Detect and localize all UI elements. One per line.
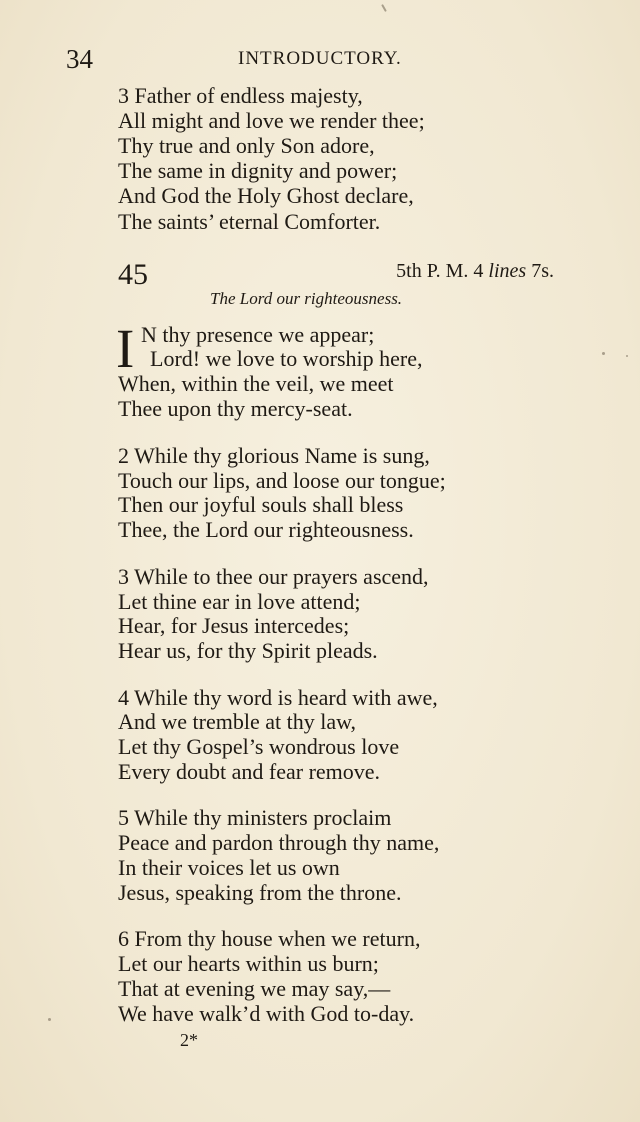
stanza-1-line: N thy presence we appear; xyxy=(141,322,375,347)
stanza-3-line: Hear, for Jesus intercedes; xyxy=(118,613,350,638)
stanza-4-line: 4 While thy word is heard with awe, xyxy=(118,685,438,710)
paper-speck xyxy=(48,1018,51,1021)
stanza-2-line: Touch our lips, and loose our tongue; xyxy=(118,468,446,493)
page-number: 34 xyxy=(66,44,93,74)
prev-hymn-line: All might and love we render thee; xyxy=(118,108,425,133)
prev-hymn-line: Thy true and only Son adore, xyxy=(118,133,375,158)
paper-speck xyxy=(381,4,387,12)
stanza-1-line: When, within the veil, we meet xyxy=(118,371,394,396)
hymn-title: The Lord our righteousness. xyxy=(210,289,403,308)
meter-prefix: 5th P. M. 4 xyxy=(396,260,484,282)
stanza-3-line: 3 While to thee our prayers ascend, xyxy=(118,564,429,589)
stanza-5-line: 5 While thy ministers proclaim xyxy=(118,805,392,830)
stanza-2-line: Thee, the Lord our righteousness. xyxy=(118,517,414,542)
meter-suffix: 7s. xyxy=(531,260,554,282)
signature-mark: 2* xyxy=(180,1030,198,1050)
stanza-1-line: Lord! we love to worship here, xyxy=(150,346,423,371)
stanza-5-line: In their voices let us own xyxy=(118,855,340,880)
prev-hymn-line: The same in dignity and power; xyxy=(118,158,398,183)
stanza-2-line: 2 While thy glorious Name is sung, xyxy=(118,443,430,468)
running-head: INTRODUCTORY. xyxy=(238,48,402,69)
stanza-4-line: And we tremble at thy law, xyxy=(118,709,357,734)
stanza-3-line: Let thine ear in love attend; xyxy=(118,589,361,614)
stanza-6-line: That at evening we may say,— xyxy=(118,976,391,1001)
prev-hymn-line: And God the Holy Ghost declare, xyxy=(118,183,414,208)
stanza-2-line: Then our joyful souls shall bless xyxy=(118,492,404,517)
prev-hymn-line: 3 Father of endless majesty, xyxy=(118,83,363,108)
stanza-5-line: Peace and pardon through thy name, xyxy=(118,830,440,855)
stanza-1-line: Thee upon thy mercy-seat. xyxy=(118,396,353,421)
hymn-meter xyxy=(396,260,554,283)
stanza-4-line: Let thy Gospel’s wondrous love xyxy=(118,734,400,759)
paper-speck xyxy=(626,355,628,357)
stanza-5-line: Jesus, speaking from the throne. xyxy=(118,880,402,905)
page-header xyxy=(66,44,586,78)
drop-cap: I xyxy=(116,318,135,379)
stanza-6-line: 6 From thy house when we return, xyxy=(118,926,421,951)
stanza-3-line: Hear us, for thy Spirit pleads. xyxy=(118,638,378,663)
prev-hymn-line: The saints’ eternal Comforter. xyxy=(118,209,381,234)
stanza-6-line: Let our hearts within us burn; xyxy=(118,951,379,976)
meter-italic: lines xyxy=(488,260,527,282)
paper-speck xyxy=(602,352,605,355)
hymn-number: 45 xyxy=(118,258,148,291)
stanza-6-line: We have walk’d with God to-day. xyxy=(118,1001,415,1026)
stanza-4-line: Every doubt and fear remove. xyxy=(118,759,381,784)
